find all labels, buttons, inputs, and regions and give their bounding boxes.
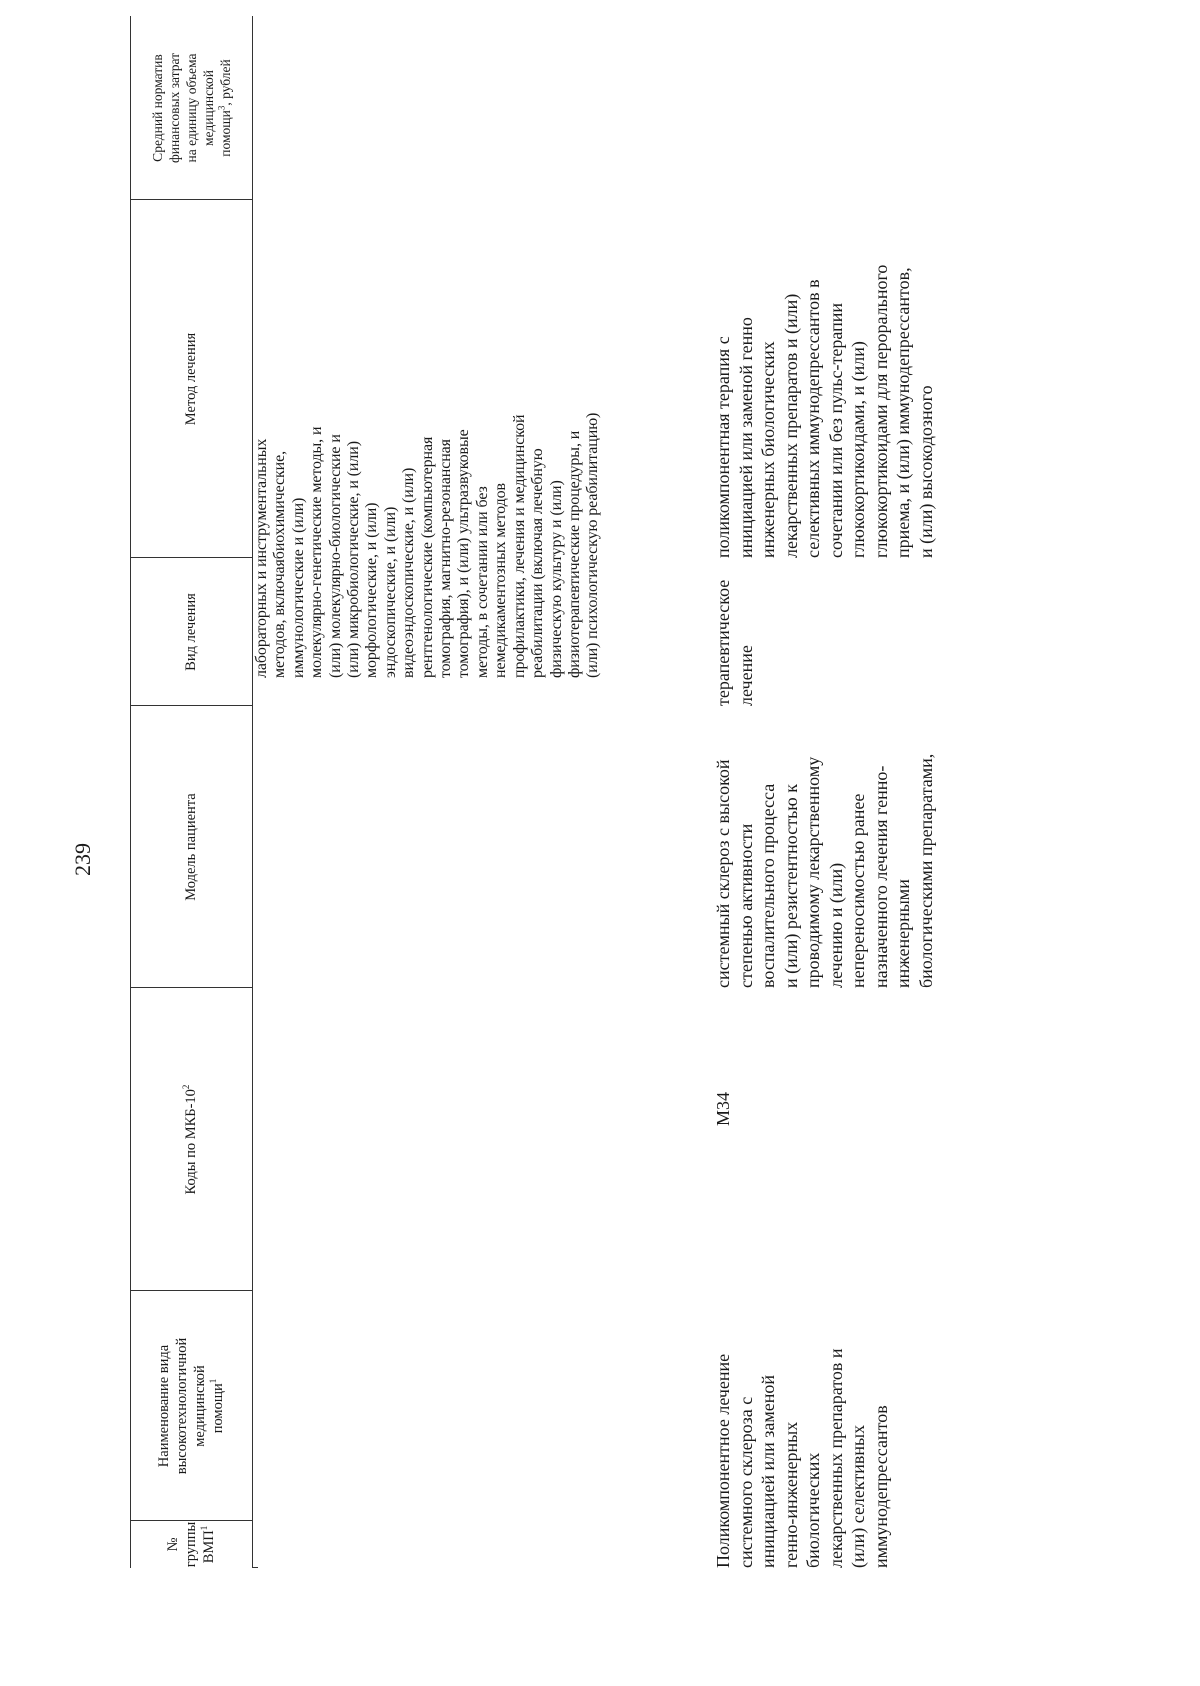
header-icd-codes: Коды по МКБ-$10^2$ (181, 1084, 199, 1195)
method-continuation-text: лабораторных и инструментальных методов, включаябиохимические, иммунологические и (или) молекулярно-генетические методы, и (или) молекулярно-биологические и (или) микробиологические, и (или) морфологические, и (или) эндоскопические, и (или) видеоэндоскопические, и (или) рентгенологические (компьютерная томография, магнитно-резонансная томография), и (или) ультразвуковые методы, в сочетании или без немедикаментозных методов профилактики, лечения и медицинской реабилитации (включая лечебную физическую культуру и (или) физиотерапевтические процедуры, и (или) психологическую реабилитацию) (253, 412, 602, 678)
header-patient-model: Модель пациента (183, 793, 199, 901)
page-number: 239 (70, 843, 95, 876)
header-group-number: № группы ВМП$^1$ (165, 1521, 217, 1568)
table-corner-mark (252, 1567, 258, 1568)
treatment-type-cell: терапевтическое лечение (713, 579, 756, 706)
header-treatment-type: Вид лечения (183, 593, 199, 671)
patient-model-cell: системный склероз с высокой степенью активности воспалительного процесса и (или) резистентностью к проводимому лекарственному лечению и (или) непереносимостью ранее назначенного лечения генно- инженерными биологическими препаратами, (713, 753, 936, 988)
header-vmp-name: Наименование вида высокотехнологичной медицинской помощи$^1$ (156, 1337, 226, 1475)
header-treatment-method: Метод лечения (183, 332, 199, 426)
icd-code-cell: М34 (713, 1091, 733, 1126)
header-bottom-rule (252, 16, 253, 1568)
treatment-method-cell: поликомпонентная терапия с инициацией или заменой генно инженерных биологических лекарственных препаратов и (или) селективных иммунодепрессантов в сочетании или без пульс-терапии глюкокортикоидами, и (или) глюкокортикоидами для перорального приема, и (или) иммунодепрессантов, и (или) высокодозного (713, 264, 936, 558)
vmp-name-cell: Поликомпонентное лечение системного склероза с инициацией или заменой генно-инженерных биологических лекарственных препаратов и (или) селективных иммунодепрессантов (713, 1348, 891, 1568)
header-financial-norm: Средний норматив финансовых затрат на единицу объема медицинской помощи$^3$, рублей (149, 52, 233, 164)
